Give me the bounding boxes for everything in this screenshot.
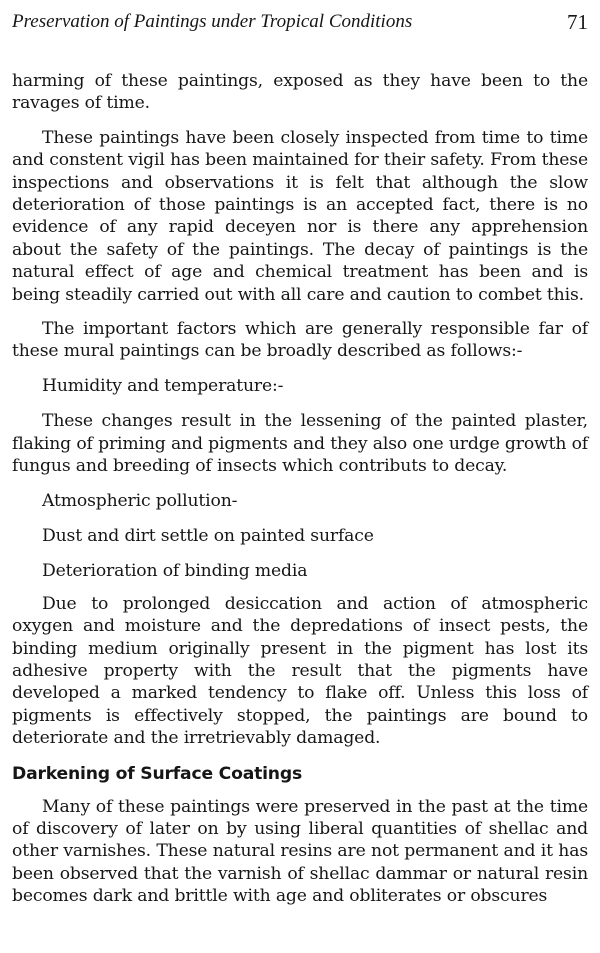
factor-label: Deterioration of binding media (42, 561, 308, 582)
factor-label: Humidity and temperature:- (42, 375, 284, 396)
section-heading: Darkening of Surface Coatings (12, 763, 302, 784)
paragraph: Many of these paintings were preserved in the past at the time of discovery of later on by using liberal quantities of shellac and other varnishes. These natural resins are not permanent and it has been observed that the varnish of shellac dammar or natural resin becomes dark and brittle with age and obliterates or obscures (12, 796, 588, 907)
paragraph: harming of these paintings, exposed as they have been to the ravages of time. (12, 71, 588, 114)
page-body (12, 70, 588, 920)
page-number: 71 (567, 10, 588, 34)
paragraph: Due to prolonged desiccation and action of atmospheric oxygen and moisture and the depredations of insect pests, the binding medium originally present in the pigment has lost its adhesive property with the result that the pigments have developed a marked tendency to flake off. Unless this loss of pigments is effectively stopped, the paintings are bound to deteriorate and the irretrievably damaged. (12, 593, 588, 749)
paragraph: These paintings have been closely inspected from time to time and constent vigil has been maintained for their safety. From these inspections and observations it is felt that although the slow deterioration of those paintings is an accepted fact, there is no evidence of any rapid deceyen nor is there any apprehension about the safety of the paintings. The decay of paintings is the natural effect of age and chemical treatment has been and is being steadily carried out with all care and caution to combet this. (12, 127, 588, 305)
paragraph: The important factors which are generally responsible far of these mural paintings can be broadly described as follows:- (12, 319, 588, 362)
paragraph: These changes result in the lessening of the painted plaster, flaking of priming and pigments and they also one urdge growth of fungus and breeding of insects which contributs to decay. (12, 411, 588, 477)
running-title: Preservation of Paintings under Tropical Conditions (12, 11, 413, 32)
factor-label: Dust and dirt settle on painted surface (42, 525, 374, 546)
running-header (12, 6, 588, 38)
factor-label: Atmospheric pollution- (42, 490, 238, 511)
